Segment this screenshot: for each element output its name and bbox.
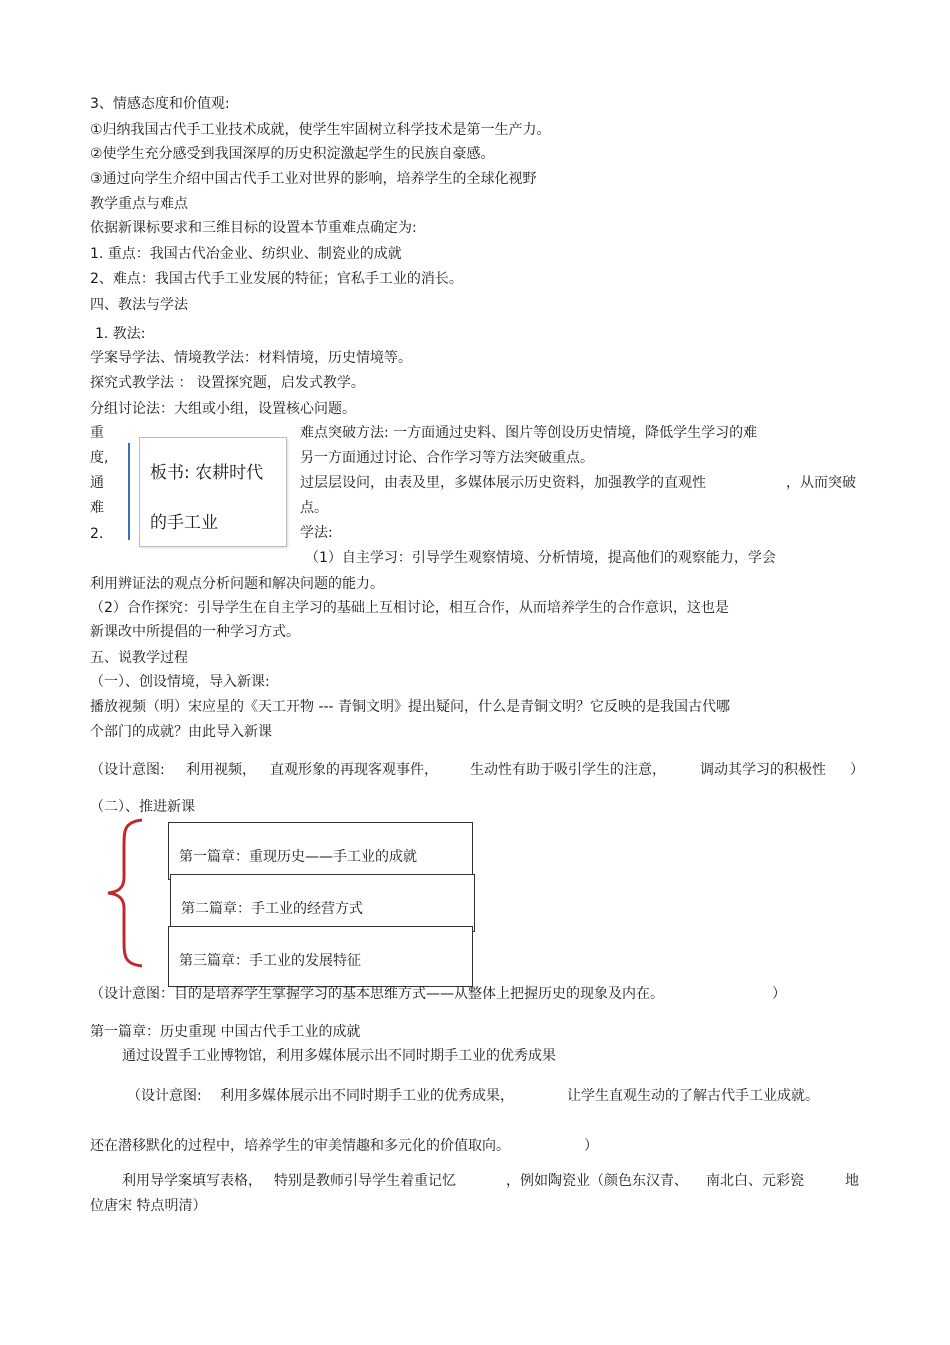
section-heading: 教学重点与难点 [90, 196, 188, 212]
text-fragment: 利用多媒体展示出不同时期手工业的优秀成果， [220, 1088, 514, 1104]
text-fragment: 南北白、元彩瓷 [706, 1173, 804, 1189]
chapter-box [168, 926, 473, 987]
text-line: 学法: [300, 525, 333, 541]
text-fragment: 调动其学习的积极性 [700, 762, 826, 778]
text-line: ②使学生充分感受到我国深厚的历史积淀激起学生的民族自豪感。 [90, 146, 495, 162]
chapter-label: 第三篇章：手工业的发展特征 [179, 953, 361, 969]
board-line: 板书: 农耕时代 [150, 463, 264, 483]
text-line: 还在潜移默化的过程中，培养学生的审美情趣和多元化的价值取向。 [90, 1138, 510, 1154]
text-fragment: 难 [90, 500, 104, 516]
text-line: 另一方面通过讨论、合作学习等方法突破重点。 [300, 450, 594, 466]
text-line: 1. 重点：我国古代冶金业、纺织业、制瓷业的成就 [90, 246, 402, 262]
text-fragment: ） [850, 762, 864, 778]
text-line: 学案导学法、情境教学法：材料情境，历史情境等。 [90, 350, 412, 366]
text-fragment: 让学生直观生动的了解古代手工业成就。 [567, 1088, 819, 1104]
text-fragment: 利用导学案填写表格， [122, 1173, 262, 1189]
text-line: ③通过向学生介绍中国古代手工业对世界的影响，培养学生的全球化视野 [90, 171, 537, 187]
text-line: 2、难点：我国古代手工业发展的特征；官私手工业的消长。 [90, 271, 463, 287]
text-fragment: 地 [845, 1173, 859, 1189]
text-fragment: ，例如陶瓷业（颜色东汉青、 [506, 1173, 688, 1189]
text-line: 1. 教法: [95, 326, 146, 342]
text-line: （1）自主学习：引导学生观察情境、分析情境，提高他们的观察能力，学会 [305, 550, 776, 566]
text-fragment: 直观形象的再现客观事件， [270, 762, 438, 778]
text-line: 探究式教学法 ： 设置探究题，启发式教学。 [90, 375, 365, 391]
text-fragment: （设计意图: [90, 762, 165, 778]
text-line: 播放视频（明）宋应星的《天工开物 --- 青铜文明》提出疑问，什么是青铜文明？它反映的是我国古代哪 [90, 699, 731, 715]
text-line: 位唐宋 特点明清） [90, 1198, 207, 1214]
text-line: 分组讨论法：大组或小组，设置核心问题。 [90, 401, 356, 417]
text-fragment: 生动性有助于吸引学生的注意， [470, 762, 666, 778]
text-line: 通过设置手工业博物馆，利用多媒体展示出不同时期手工业的优秀成果 [122, 1048, 556, 1064]
chapter-box [168, 822, 473, 880]
text-fragment: 度, [90, 450, 109, 466]
text-line: 个部门的成就？由此导入新课 [90, 724, 272, 740]
text-line: 依据新课标要求和三维目标的设置本节重难点确定为: [90, 220, 417, 236]
text-line: 难点突破方法: 一方面通过史料、图片等创设历史情境，降低学生学习的难 [300, 425, 758, 441]
chapter-box [170, 874, 475, 932]
text-line: 点。 [300, 500, 328, 516]
blackboard-title-box [139, 437, 287, 547]
board-line: 的手工业 [150, 513, 218, 533]
text-fragment: 重 [90, 425, 104, 441]
text-line: 3、情感态度和价值观: [90, 96, 230, 112]
curly-brace-icon [104, 818, 144, 968]
text-line: ①归纳我国古代手工业技术成就，使学生牢固树立科学技术是第一生产力。 [90, 122, 551, 138]
text-fragment: ） [584, 1138, 598, 1154]
text-line: 过层层设问，由表及里，多媒体展示历史资料，加强教学的直观性 [300, 475, 706, 491]
text-fragment: 2. [90, 526, 104, 542]
text-line: 新课改中所提倡的一种学习方式。 [90, 624, 300, 640]
text-line: 第一篇章：历史重现 中国古代手工业的成就 [90, 1024, 361, 1040]
text-line: （设计意图：目的是培养学生掌握学习的基本思维方式——从整体上把握历史的现象及内在。 [90, 986, 664, 1002]
text-fragment: ） [772, 986, 786, 1002]
text-fragment: 通 [90, 475, 104, 491]
chapter-label: 第一篇章：重现历史——手工业的成就 [179, 849, 417, 865]
section-heading: （二）、推进新课 [90, 799, 195, 815]
text-line: （2）合作探究：引导学生在自主学习的基础上互相讨论，相互合作，从而培养学生的合作意识，这也是 [90, 600, 729, 616]
accent-bar [128, 443, 130, 540]
text-line: （一）、创设情境，导入新课: [90, 674, 270, 690]
text-fragment: 利用视频， [186, 762, 256, 778]
section-heading: 四、教法与学法 [90, 297, 188, 313]
chapter-label: 第二篇章：手工业的经营方式 [181, 901, 363, 917]
text-line: 利用辨证法的观点分析问题和解决问题的能力。 [90, 576, 384, 592]
section-heading: 五、说教学过程 [90, 650, 188, 666]
text-fragment: （设计意图: [127, 1088, 202, 1104]
text-fragment: ，从而突破 [786, 475, 856, 491]
text-fragment: 特别是教师引导学生着重记忆 [274, 1173, 456, 1189]
